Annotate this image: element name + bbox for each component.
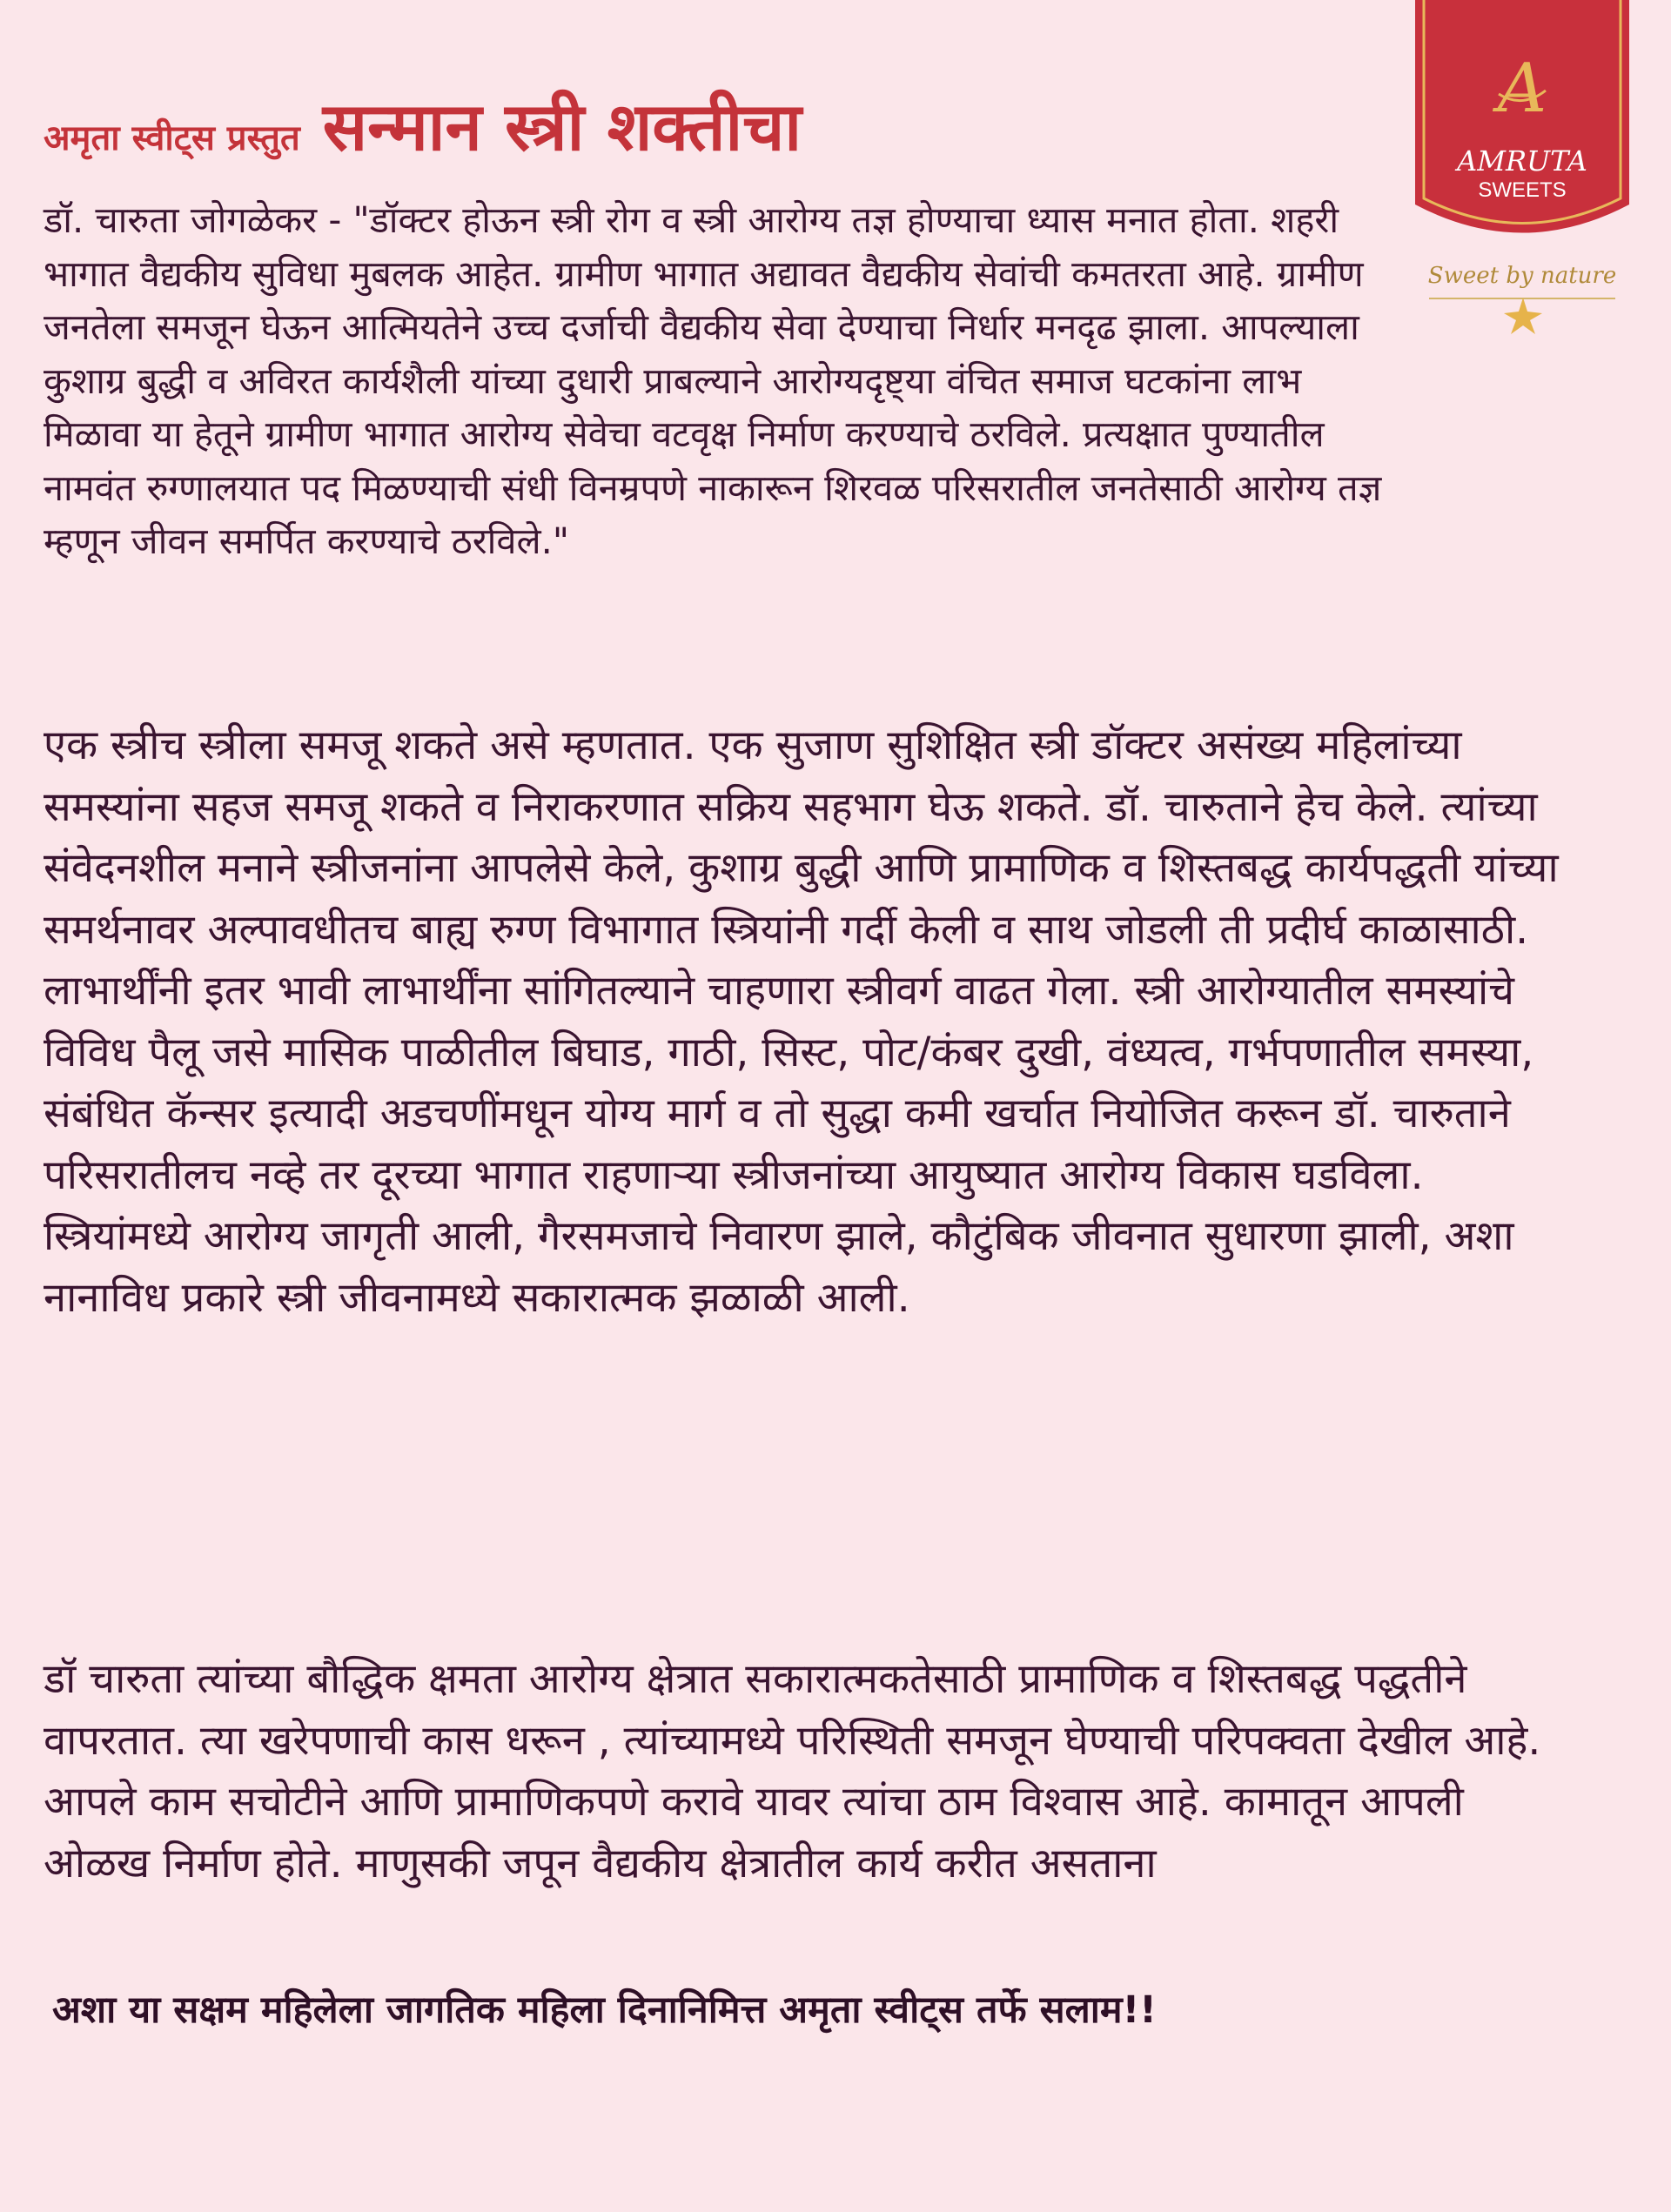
body-paragraph-1 (44, 715, 1575, 1329)
logo-letter: A (1497, 50, 1547, 128)
header (44, 80, 802, 170)
amruta-sweets-logo (1415, 0, 1629, 252)
quote-paragraph: डॉ. चारुता जोगळेकर - "डॉक्टर होऊन स्त्री रोग व स्त्री आरोग्य तज्ञ होण्याचा ध्यास मनात होता. शहरी भागात वैद्यकीय सुविधा मुबलक आहेत. ग्रामीण भागात अद्यावत वैद्यकीय सेवांची कमतरता आहे. ग्रामीण जनतेला समजून घेऊन आत्मियतेने उच्च दर्जाची वैद्यकीय सेवा देण्याचा निर्धार मनदृढ झाला. आपल्याला कुशाग्र बुद्धी व अविरत कार्यशैली यांच्या दुधारी प्राबल्याने आरोग्यदृष्ट्या वंचित समाज घटकांना लाभ मिळावा या हेतूने ग्रामीण भागात आरोग्य सेवेचा वटवृक्ष निर्माण करण्याचे ठरविले. प्रत्यक्षात पुण्यातील नामवंत रुग्णालयात पद मिळण्याची संधी विनम्रपणे नाकारून शिरवळ परिसरातील जनतेसाठी आरोग्य तज्ञ म्हणून जीवन समर्पित करण्याचे ठरविले." (44, 198, 1382, 562)
body-paragraph-1b: लाभार्थींनी इतर भावी लाभार्थींना सांगितल्याने चाहणारा स्त्रीवर्ग वाढत गेला. स्त्री आरोग्यातील समस्यांचे विविध पैलू जसे मासिक पाळीतील बिघाड, गाठी, सिस्ट, पोट/कंबर दुखी, वंध्यत्व, गर्भपणातील समस्या, संबंधित कॅन्सर इत्यादी अडचणींमधून योग्य मार्ग व तो सुद्धा कमी खर्चात नियोजित करून डॉ. चारुताने परिसरातीलच नव्हे तर दूरच्या भागात राहणाऱ्या स्त्रीजनांच्या आयुष्यात आरोग्य विकास घडविला. स्त्रियांमध्ये आरोग्य जागृती आली, गैरसमजाचे निवारण झाले, कौटुंबिक जीवनात सुधारणा झाली, अशा नानाविध प्रकारे स्त्री जीवनामध्ये सकारात्मक झळाळी आली. (44, 967, 1534, 1322)
body-paragraph-1a: एक स्त्रीच स्त्रीला समजू शकते असे म्हणतात. एक सुजाण सुशिक्षित स्त्री डॉक्टर असंख्य महिलांच्या समस्यांना सहज समजू शकते व निराकरणात सक्रिय सहभाग घेऊ शकते. डॉ. चारुताने हेच केले. त्यांच्या संवेदनशील मनाने स्त्रीजनांना आपलेसे केले, कुशाग्र बुद्धी आणि प्रामाणिक व शिस्तबद्ध कार्यपद्धती यांच्या समर्थनावर अल्पावधीतच बाह्य रुग्ण विभागात स्त्रियांनी गर्दी केली व साथ जोडली ती प्रदीर्घ काळासाठी. (44, 721, 1559, 954)
closing-salute: अशा या सक्षम महिलेला जागतिक महिला दिनानिमित्त अमृता स्वीट्स तर्फे सलाम!! (52, 1988, 1157, 2032)
logo-brand: AMRUTA (1457, 144, 1587, 178)
page-title: सन्मान स्त्री शक्तीचा (322, 88, 802, 165)
body-paragraph-2: डॉ चारुता त्यांच्या बौद्धिक क्षमता आरोग्य क्षेत्रात सकारात्मकतेसाठी प्रामाणिक व शिस्तबद्ध पद्धतीने वापरतात. त्या खरेपणाची कास धरून , त्यांच्यामध्ये परिस्थिती समजून घेण्याची परिपक्वता देखील आहे. आपले काम सचोटीने आणि प्रामाणिकपणे करावे यावर त्यांचा ठाम विश्वास आहे. कामातून आपली ओळख निर्माण होते. माणुसकी जपून वैद्यकीय क्षेत्रातील कार्य करीत असताना (44, 1655, 1541, 1887)
logo-tagline: Sweet by nature (1427, 263, 1617, 289)
logo-sub: SWEETS (1478, 178, 1567, 202)
presenter-text: अमृता स्वीट्स प्रस्तुत (44, 118, 300, 158)
star-ornament-icon (1488, 294, 1558, 338)
